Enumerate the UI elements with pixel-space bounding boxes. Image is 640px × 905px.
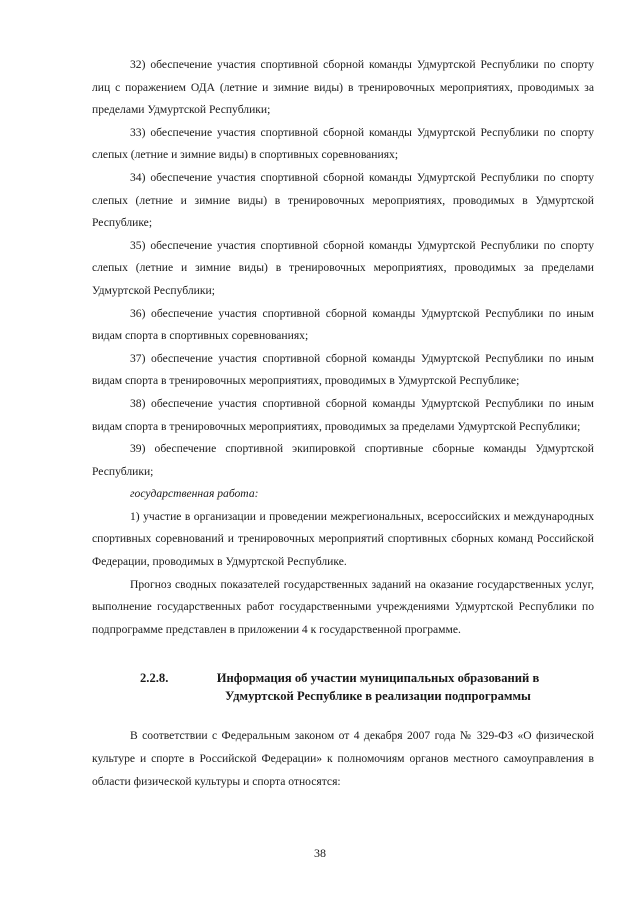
page-content (92, 54, 594, 793)
list-item-37: 37) обеспечение участия спортивной сборной команды Удмуртской Республики по иным видам спорта в тренировочных мероприятиях, проводимых в Удмуртской Республике; (92, 351, 594, 388)
subheading-state-work: государственная работа: (130, 487, 259, 501)
work-item-1: 1) участие в организации и проведении межрегиональных, всероссийских и международных спортивных соревнований и тренировочных мероприятий спортивных сборных команд Российской Федерации, проводимых в Удмуртской Республике. (92, 509, 594, 569)
list-item-39: 39) обеспечение спортивной экипировкой спортивные сборные команды Удмуртской Республики; (92, 442, 594, 478)
list-item-36: 36) обеспечение участия спортивной сборной команды Удмуртской Республики по иным видам спорта в спортивных соревнованиях; (92, 306, 594, 343)
list-item-35: 35) обеспечение участия спортивной сборной команды Удмуртской Республики по спорту слепых (летние и зимние виды) в тренировочных мероприятиях, проводимых за пределами Удмуртской Республики; (92, 238, 594, 297)
forecast-paragraph: Прогноз сводных показателей государственных заданий на оказание государственных услуг, выполнение государственных работ государственными учреждениями Удмуртской Республики по подпрограмме представлен в приложении 4 к государственной программе. (92, 577, 594, 636)
page-number: 38 (314, 846, 326, 860)
section-number: 2.2.8. (140, 671, 169, 686)
law-paragraph: В соответствии с Федеральным законом от 4 декабря 2007 года № 329-ФЗ «О физической культуре и спорте в Российской Федерации» к полномочиям органов местного самоуправления в области физической культуры и спорта относятся: (92, 729, 594, 788)
list-item-38: 38) обеспечение участия спортивной сборной команды Удмуртской Республики по иным видам спорта в тренировочных мероприятиях, проводимых за пределами Удмуртской Республики; (92, 396, 594, 433)
list-item-34: 34) обеспечение участия спортивной сборной команды Удмуртской Республики по спорту слепых (летние и зимние виды) в тренировочных мероприятиях, проводимых в Удмуртской Республике; (92, 170, 594, 230)
section-heading (92, 669, 594, 705)
list-item-32: 32) обеспечение участия спортивной сборной команды Удмуртской Республики по спорту лиц с поражением ОДА (летние и зимние виды) в тренировочных мероприятиях, проводимых за пределами Удмуртской Республики; (92, 58, 594, 117)
list-item-33: 33) обеспечение участия спортивной сборной команды Удмуртской Республики по спорту слепых (летние и зимние виды) в спортивных соревнованиях; (92, 125, 594, 162)
section-title: Информация об участии муниципальных образований в Удмуртской Республике в реализации подпрограммы (216, 671, 540, 704)
